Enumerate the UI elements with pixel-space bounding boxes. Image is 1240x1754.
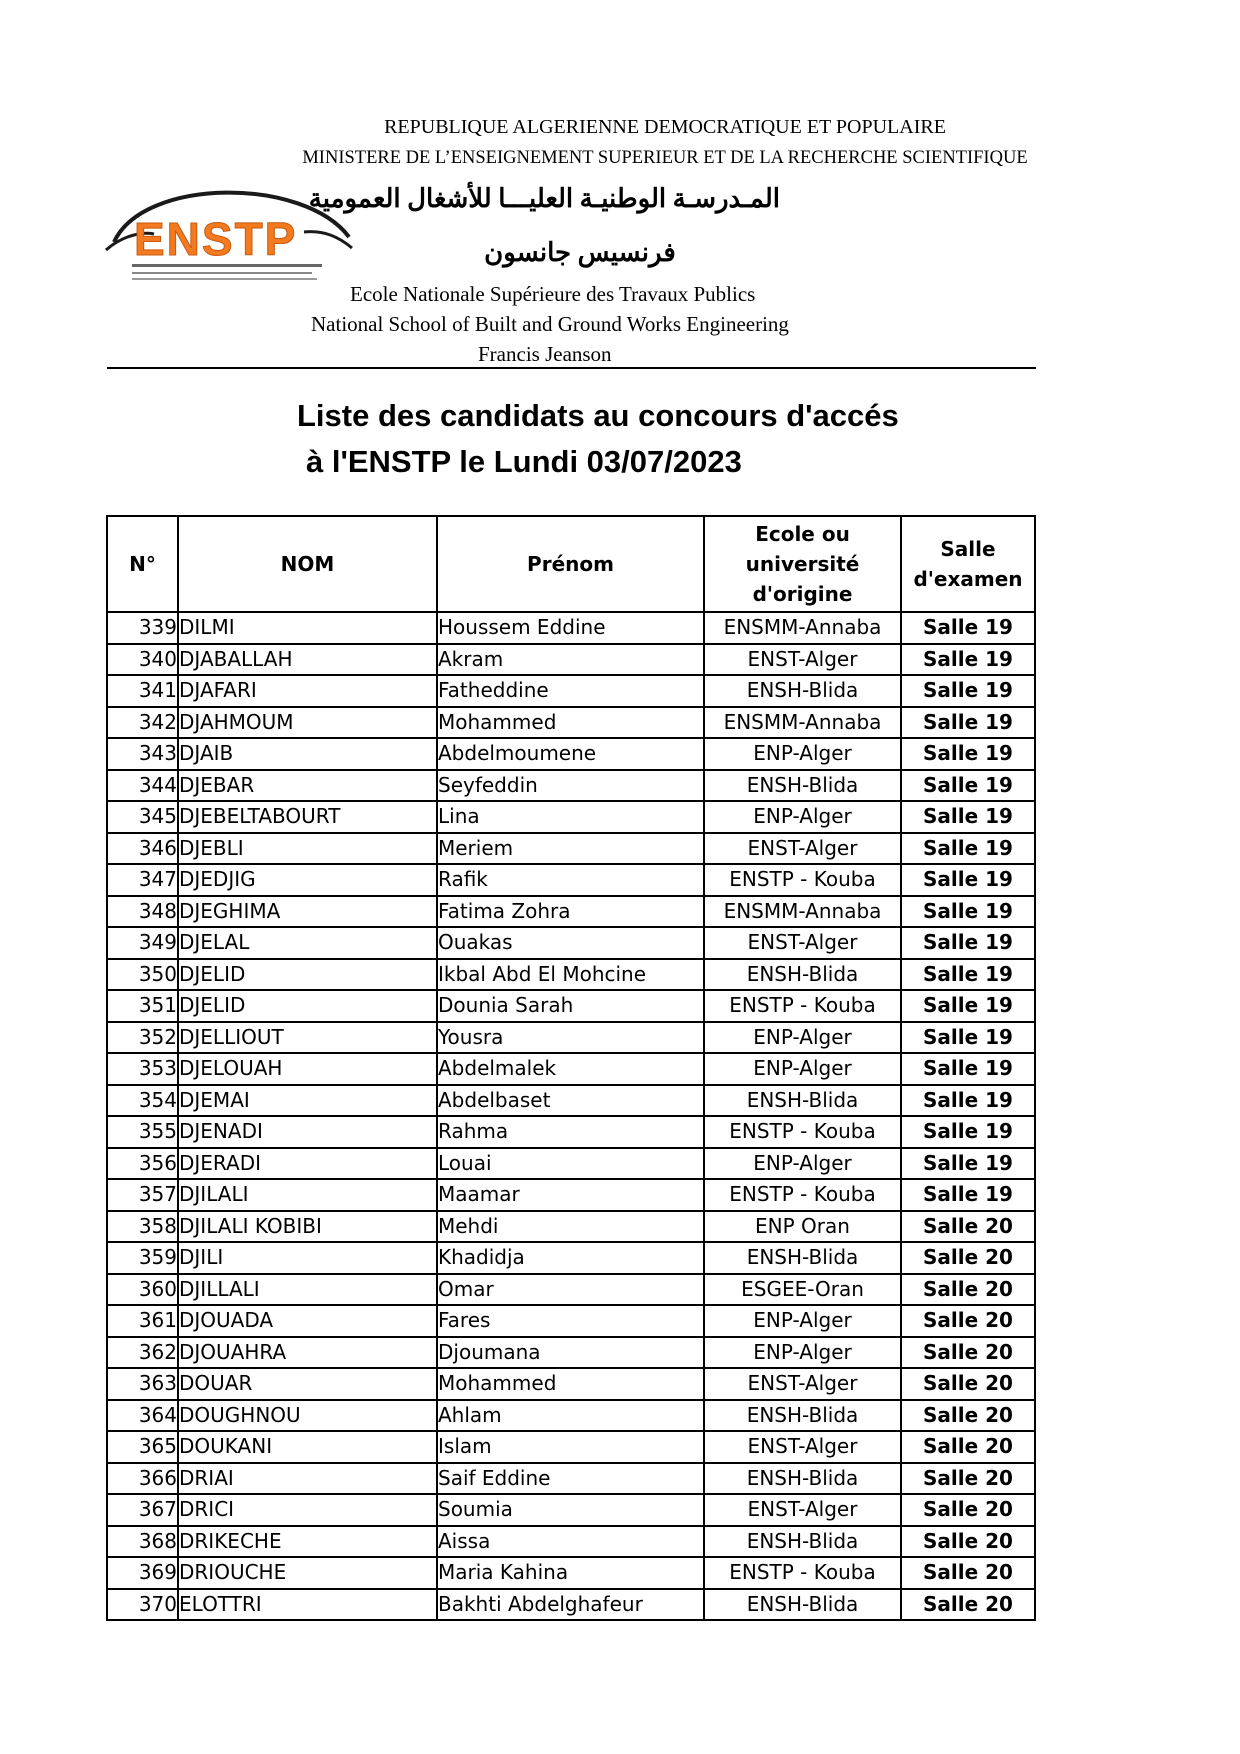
row-prenom: Ahlam [437, 1400, 704, 1432]
row-salle: Salle 19 [901, 959, 1035, 991]
row-number: 359 [107, 1242, 178, 1274]
row-number: 363 [107, 1368, 178, 1400]
row-prenom: Omar [437, 1274, 704, 1306]
row-ecole: ENSTP - Kouba [704, 864, 901, 896]
row-nom: DJAFARI [178, 675, 437, 707]
row-prenom: Abdelmalek [437, 1053, 704, 1085]
row-nom: DRICI [178, 1494, 437, 1526]
row-prenom: Abdelbaset [437, 1085, 704, 1117]
row-prenom: Fatima Zohra [437, 896, 704, 928]
row-ecole: ENST-Alger [704, 644, 901, 676]
row-number: 368 [107, 1526, 178, 1558]
republic-heading: REPUBLIQUE ALGERIENNE DEMOCRATIQUE ET POPULAIRE [384, 116, 946, 138]
table-row [107, 1589, 1035, 1621]
row-number: 357 [107, 1179, 178, 1211]
row-salle: Salle 20 [901, 1305, 1035, 1337]
row-salle: Salle 19 [901, 770, 1035, 802]
row-prenom: Islam [437, 1431, 704, 1463]
row-salle: Salle 19 [901, 1148, 1035, 1180]
row-ecole: ENSMM-Annaba [704, 896, 901, 928]
table-row [107, 1337, 1035, 1369]
row-number: 362 [107, 1337, 178, 1369]
row-ecole: ENP-Alger [704, 1053, 901, 1085]
school-name-english: National School of Built and Ground Works Engineering [311, 312, 789, 336]
row-prenom: Fatheddine [437, 675, 704, 707]
row-prenom: Mehdi [437, 1211, 704, 1243]
row-salle: Salle 20 [901, 1431, 1035, 1463]
row-number: 339 [107, 612, 178, 644]
row-salle: Salle 19 [901, 707, 1035, 739]
row-prenom: Yousra [437, 1022, 704, 1054]
row-prenom: Ikbal Abd El Mohcine [437, 959, 704, 991]
row-number: 369 [107, 1557, 178, 1589]
table-row [107, 959, 1035, 991]
table-row [107, 1148, 1035, 1180]
row-ecole: ENSH-Blida [704, 1463, 901, 1495]
row-salle: Salle 19 [901, 896, 1035, 928]
table-row [107, 1463, 1035, 1495]
table-row [107, 1494, 1035, 1526]
row-salle: Salle 20 [901, 1463, 1035, 1495]
table-row [107, 612, 1035, 644]
table-row [107, 1053, 1035, 1085]
table-row [107, 770, 1035, 802]
row-number: 365 [107, 1431, 178, 1463]
header-ecole [704, 516, 901, 612]
header-divider [107, 367, 1036, 369]
row-salle: Salle 20 [901, 1400, 1035, 1432]
row-prenom: Abdelmoumene [437, 738, 704, 770]
table-row [107, 1526, 1035, 1558]
row-salle: Salle 19 [901, 801, 1035, 833]
school-name-french: Ecole Nationale Supérieure des Travaux Publics [350, 282, 756, 306]
row-nom: DJELID [178, 990, 437, 1022]
row-ecole: ENP-Alger [704, 1022, 901, 1054]
row-number: 347 [107, 864, 178, 896]
row-nom: ELOTTRI [178, 1589, 437, 1621]
table-row [107, 644, 1035, 676]
header-nom: NOM [178, 516, 437, 612]
francis-jeanson-arabic: فرنسيس جانسون [484, 238, 676, 267]
row-nom: DJEGHIMA [178, 896, 437, 928]
table-row [107, 1179, 1035, 1211]
row-ecole: ENSH-Blida [704, 1242, 901, 1274]
candidates-table [106, 515, 1036, 1621]
table-row [107, 1211, 1035, 1243]
table-row [107, 1557, 1035, 1589]
row-salle: Salle 20 [901, 1494, 1035, 1526]
row-salle: Salle 19 [901, 644, 1035, 676]
row-nom: DJEDJIG [178, 864, 437, 896]
row-salle: Salle 19 [901, 1022, 1035, 1054]
francis-jeanson: Francis Jeanson [478, 342, 612, 366]
row-ecole: ESGEE-Oran [704, 1274, 901, 1306]
row-number: 354 [107, 1085, 178, 1117]
row-prenom: Maamar [437, 1179, 704, 1211]
row-salle: Salle 19 [901, 990, 1035, 1022]
row-nom: DJELOUAH [178, 1053, 437, 1085]
row-number: 355 [107, 1116, 178, 1148]
table-row [107, 990, 1035, 1022]
row-nom: DJEBELTABOURT [178, 801, 437, 833]
row-number: 364 [107, 1400, 178, 1432]
row-prenom: Louai [437, 1148, 704, 1180]
row-ecole: ENP-Alger [704, 801, 901, 833]
table-row [107, 675, 1035, 707]
row-nom: DJAHMOUM [178, 707, 437, 739]
row-number: 345 [107, 801, 178, 833]
row-salle: Salle 19 [901, 1053, 1035, 1085]
table-row [107, 896, 1035, 928]
row-number: 356 [107, 1148, 178, 1180]
row-nom: DJILLALI [178, 1274, 437, 1306]
row-number: 370 [107, 1589, 178, 1621]
row-nom: DJOUADA [178, 1305, 437, 1337]
row-nom: DJEBLI [178, 833, 437, 865]
row-nom: DJILI [178, 1242, 437, 1274]
row-prenom: Djoumana [437, 1337, 704, 1369]
row-ecole: ENSH-Blida [704, 675, 901, 707]
row-prenom: Bakhti Abdelghafeur [437, 1589, 704, 1621]
table-row [107, 1305, 1035, 1337]
logo-wordmark: ENSTP [134, 213, 298, 265]
row-number: 346 [107, 833, 178, 865]
row-salle: Salle 20 [901, 1368, 1035, 1400]
row-nom: DOUGHNOU [178, 1400, 437, 1432]
table-row [107, 1085, 1035, 1117]
row-ecole: ENST-Alger [704, 927, 901, 959]
row-nom: DOUKANI [178, 1431, 437, 1463]
row-nom: DRIAI [178, 1463, 437, 1495]
row-ecole: ENST-Alger [704, 1368, 901, 1400]
row-ecole: ENSTP - Kouba [704, 1179, 901, 1211]
row-ecole: ENP-Alger [704, 1148, 901, 1180]
row-ecole: ENST-Alger [704, 1431, 901, 1463]
row-number: 342 [107, 707, 178, 739]
header-salle-label: Salle d'examen [913, 537, 1023, 591]
row-salle: Salle 20 [901, 1589, 1035, 1621]
row-salle: Salle 19 [901, 927, 1035, 959]
row-prenom: Meriem [437, 833, 704, 865]
table-header-row [107, 516, 1035, 612]
row-nom: DJELID [178, 959, 437, 991]
table-row [107, 927, 1035, 959]
row-prenom: Rafik [437, 864, 704, 896]
row-prenom: Mohammed [437, 707, 704, 739]
table-row [107, 833, 1035, 865]
table-row [107, 1116, 1035, 1148]
row-number: 344 [107, 770, 178, 802]
row-prenom: Rahma [437, 1116, 704, 1148]
row-ecole: ENSTP - Kouba [704, 990, 901, 1022]
row-prenom: Houssem Eddine [437, 612, 704, 644]
row-number: 366 [107, 1463, 178, 1495]
row-number: 352 [107, 1022, 178, 1054]
row-number: 343 [107, 738, 178, 770]
row-number: 361 [107, 1305, 178, 1337]
row-prenom: Saif Eddine [437, 1463, 704, 1495]
row-ecole: ENSTP - Kouba [704, 1116, 901, 1148]
row-number: 341 [107, 675, 178, 707]
row-salle: Salle 20 [901, 1211, 1035, 1243]
row-nom: DJELLIOUT [178, 1022, 437, 1054]
row-salle: Salle 20 [901, 1274, 1035, 1306]
row-number: 358 [107, 1211, 178, 1243]
ministry-heading: MINISTERE DE L’ENSEIGNEMENT SUPERIEUR ET DE LA RECHERCHE SCIENTIFIQUE [302, 148, 1028, 168]
row-ecole: ENSMM-Annaba [704, 612, 901, 644]
row-nom: DJAIB [178, 738, 437, 770]
row-ecole: ENP-Alger [704, 1337, 901, 1369]
row-number: 353 [107, 1053, 178, 1085]
row-salle: Salle 19 [901, 1085, 1035, 1117]
row-prenom: Fares [437, 1305, 704, 1337]
row-prenom: Ouakas [437, 927, 704, 959]
row-number: 367 [107, 1494, 178, 1526]
row-nom: DJILALI KOBIBI [178, 1211, 437, 1243]
row-nom: DJABALLAH [178, 644, 437, 676]
row-nom: DJENADI [178, 1116, 437, 1148]
row-prenom: Aissa [437, 1526, 704, 1558]
row-ecole: ENSH-Blida [704, 1400, 901, 1432]
row-ecole: ENSTP - Kouba [704, 1557, 901, 1589]
table-row [107, 707, 1035, 739]
row-ecole: ENST-Alger [704, 1494, 901, 1526]
table-row [107, 1022, 1035, 1054]
row-nom: DRIKECHE [178, 1526, 437, 1558]
header-number: N° [107, 516, 178, 612]
enstp-logo [104, 182, 354, 292]
row-nom: DJERADI [178, 1148, 437, 1180]
row-ecole: ENSMM-Annaba [704, 707, 901, 739]
row-salle: Salle 19 [901, 833, 1035, 865]
row-salle: Salle 19 [901, 1116, 1035, 1148]
row-nom: DJEBAR [178, 770, 437, 802]
row-prenom: Seyfeddin [437, 770, 704, 802]
row-nom: DJELAL [178, 927, 437, 959]
row-number: 348 [107, 896, 178, 928]
table-row [107, 738, 1035, 770]
row-ecole: ENSH-Blida [704, 959, 901, 991]
row-number: 360 [107, 1274, 178, 1306]
row-ecole: ENP-Alger [704, 738, 901, 770]
table-row [107, 1400, 1035, 1432]
row-prenom: Lina [437, 801, 704, 833]
row-salle: Salle 19 [901, 675, 1035, 707]
row-ecole: ENP-Alger [704, 1305, 901, 1337]
row-prenom: Akram [437, 644, 704, 676]
table-row [107, 1368, 1035, 1400]
table-row [107, 1431, 1035, 1463]
row-salle: Salle 19 [901, 864, 1035, 896]
row-prenom: Mohammed [437, 1368, 704, 1400]
row-number: 351 [107, 990, 178, 1022]
row-number: 350 [107, 959, 178, 991]
row-nom: DILMI [178, 612, 437, 644]
table-row [107, 801, 1035, 833]
row-salle: Salle 19 [901, 738, 1035, 770]
row-ecole: ENSH-Blida [704, 1526, 901, 1558]
row-salle: Salle 19 [901, 612, 1035, 644]
page-title-line2: à l'ENSTP le Lundi 03/07/2023 [306, 444, 742, 479]
header-prenom: Prénom [437, 516, 704, 612]
table-row [107, 1242, 1035, 1274]
row-nom: DJEMAI [178, 1085, 437, 1117]
row-salle: Salle 20 [901, 1526, 1035, 1558]
row-salle: Salle 19 [901, 1179, 1035, 1211]
header-salle [901, 516, 1035, 612]
row-ecole: ENST-Alger [704, 833, 901, 865]
row-salle: Salle 20 [901, 1337, 1035, 1369]
row-nom: DJOUAHRA [178, 1337, 437, 1369]
row-ecole: ENSH-Blida [704, 1589, 901, 1621]
header-ecole-label: Ecole ou université d'origine [745, 522, 860, 606]
row-ecole: ENSH-Blida [704, 1085, 901, 1117]
row-prenom: Dounia Sarah [437, 990, 704, 1022]
row-prenom: Maria Kahina [437, 1557, 704, 1589]
row-number: 349 [107, 927, 178, 959]
row-nom: DOUAR [178, 1368, 437, 1400]
school-name-arabic: المـدرسـة الوطنيـة العليـــا للأشغال العمومية [308, 184, 780, 213]
row-ecole: ENSH-Blida [704, 770, 901, 802]
row-ecole: ENP Oran [704, 1211, 901, 1243]
table-row [107, 1274, 1035, 1306]
row-number: 340 [107, 644, 178, 676]
row-nom: DJILALI [178, 1179, 437, 1211]
row-salle: Salle 20 [901, 1557, 1035, 1589]
row-nom: DRIOUCHE [178, 1557, 437, 1589]
row-prenom: Khadidja [437, 1242, 704, 1274]
page-title-line1: Liste des candidats au concours d'accés [297, 398, 899, 433]
row-prenom: Soumia [437, 1494, 704, 1526]
table-row [107, 864, 1035, 896]
row-salle: Salle 20 [901, 1242, 1035, 1274]
